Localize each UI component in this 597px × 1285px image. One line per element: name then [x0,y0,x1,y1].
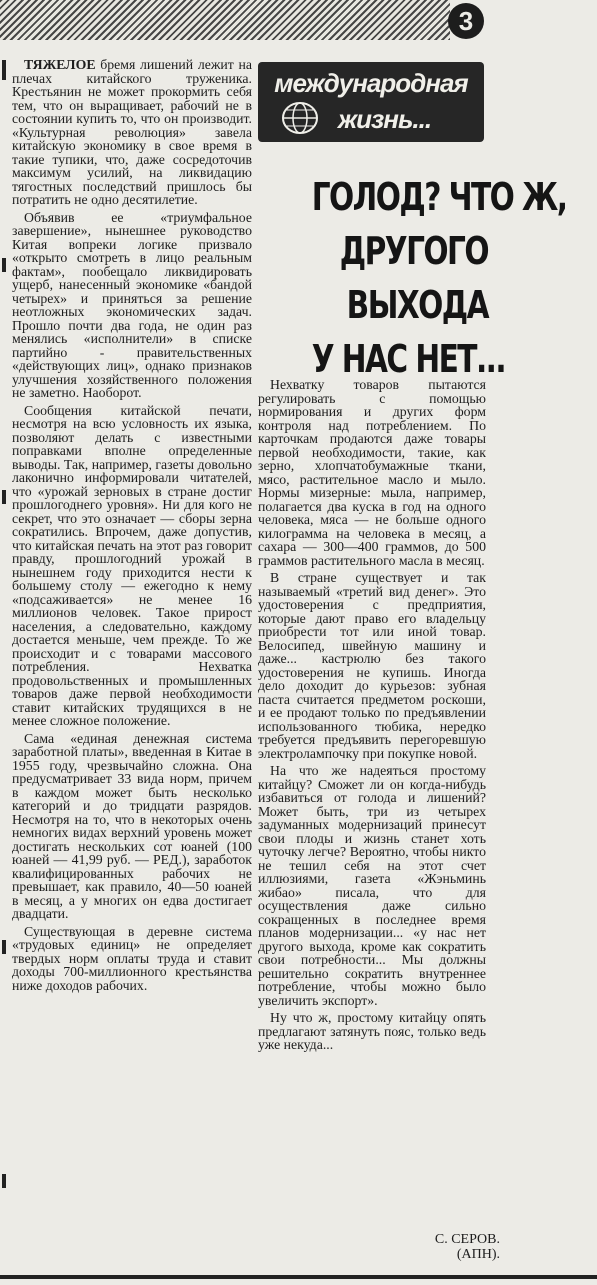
rubric-banner [258,62,484,142]
hatched-header-strip [0,0,450,40]
paragraph-marker [2,258,6,272]
globe-icon [280,100,320,136]
article-paragraph: На что же надеяться простому китайцу? Сможет ли он когда-нибудь избавиться от голода и лишений? Может быть, три из четырех задуманных модернизаций принесут свои плоды и жизнь станет хоть чуточку легче? Вероятно, чтобы никто не тешил себя на этот счет иллюзиями, газета «Жэньминь жибао» писала, что для осуществления даже сильно сокращенных в последнее время планов модернизации... «у нас нет другого выхода, кроме как сократить свои потребности... Мы должны решительно сократить внутреннее потребление, чтобы можно было увеличить экспорт». [258,763,486,1008]
article-paragraph: ТЯЖЕЛОЕ бремя лишений лежит на плечах китайского труженика. Крестьянин не может прокормить себя тем, что он выращивает, рабочий не в состоянии купить то, что он производит. «Культурная революция» завела китайскую экономику в свое время в такие тупики, что, даже сосредоточив максимум усилий, на ликвидацию тягостных последствий пришлось бы потратить не одно десятилетие. [12,58,252,207]
bottom-rule [0,1275,597,1279]
article-paragraph: В стране существует и так называемый «третий вид денег». Это удостоверения с предприятия, которые дают право его владельцу приобрести тот или иной товар. Велосипед, швейную машину и даже... кастрюлю без такого удостоверения не купишь. Иногда дело доходит до курьезов: зубная паста считается предметом роскоши, и ее продают только по предъявлении использованного тюбика, нередко требуется предъявить перегоревшую электролампочку при покупке новой. [258,570,486,761]
article-paragraph: Объявив ее «триумфальное завершение», нынешнее руководство Китая вопреки логике призвало «открыто смотреть в лицо реальным фактам», пообещало ликвидировать ущерб, нанесенный экономике «бандой четырех» и приняться за решение неотложных экономических задач. Прошло почти два года, не один раз менялись «исполнители» в списке партийно - правительственных «действующих лиц», однако признаков улучшения хозяйственного положения не заметно. Наоборот. [12,209,252,400]
headline-line: У НАС НЕТ... [311,337,506,381]
rubric-title: международная [274,68,468,98]
lead-word: ТЯЖЕЛОЕ [24,58,96,72]
article-headline [311,170,567,386]
paragraph-marker [2,940,6,954]
left-article-column [12,58,252,1268]
author-signature [360,1232,500,1262]
paragraph-marker [2,490,6,504]
article-paragraph: Ну что ж, простому китайцу опять предлагают затянуть пояс, только ведь уже некуда... [258,1010,486,1052]
page-number: 3 [448,3,484,39]
news-agency: (АПН). [456,1247,500,1262]
author-name: С. СЕРОВ. [434,1232,500,1247]
article-paragraph: Нехватку товаров пытаются регулировать с помощью нормирования и других форм контроля над потреблением. По карточкам продаются даже товары первой необходимости, такие, как зерно, хлопчатобумажные ткани, мясо, растительное масло и мыло. Нормы мизерные: мыла, например, полагается два куска в год на одного человека, мяса — не больше одного килограмма на человека в месяц, а сахара — 300—400 граммов, до 500 граммов растительного масла в месяц. [258,378,486,568]
headline-line: ВЫХОДА [346,283,488,327]
headline-line: ГОЛОД? ЧТО Ж, [311,175,567,219]
rubric-subtitle: жизнь... [338,104,432,134]
article-paragraph: Сообщения китайской печати, несмотря на всю условность их языка, позволяют делать с известными поправками вполне определенные выводы. Так, например, газеты довольно лаконично информировали читателей, что «урожай зерновых в стране достиг прошлогоднего уровня». Ни для кого не секрет, что это означает — сборы зерна сократились. Впрочем, даже допустив, что китайская печать на этот раз говорит правду, прошлогодний урожай в нынешнем году приходится нести к большему столу — ежегодно к нему «подсаживается» не менее 16 миллионов человек. Такое прирост населения, а следовательно, каждому достается меньше, чем прежде. То же происходит и с товарами массового потребления. Нехватка продовольственных и промышленных товаров даже первой необходимости ставит китайских трудящихся в не менее сложное положение. [12,402,252,728]
paragraph-marker [2,1174,6,1188]
top-band [0,0,597,44]
right-article-column [258,378,486,1258]
article-paragraph: Сама «единая денежная система заработной платы», введенная в Китае в 1955 году, чрезвычайно сложна. Она предусматривает 33 вида норм, причем в каждом может быть несколько категорий и до тридцати разрядов. Несмотря на то, что в некоторых очень немногих видах верхний уровень может достигать нескольких сот юаней (100 юаней — 41,99 руб. — РЕД.), заработок квалифицированных рабочих не превышает, как правило, 40—50 юаней в месяц, а у многих он едва достигает двадцати. [12,730,252,921]
headline-line: ДРУГОГО [339,229,488,273]
article-paragraph: Существующая в деревне система «трудовых единиц» не определяет твердых норм оплаты труда и ставит доходы 700-миллионного крестьянства ниже доходов рабочих. [12,923,252,993]
paragraph-marker [2,60,6,80]
